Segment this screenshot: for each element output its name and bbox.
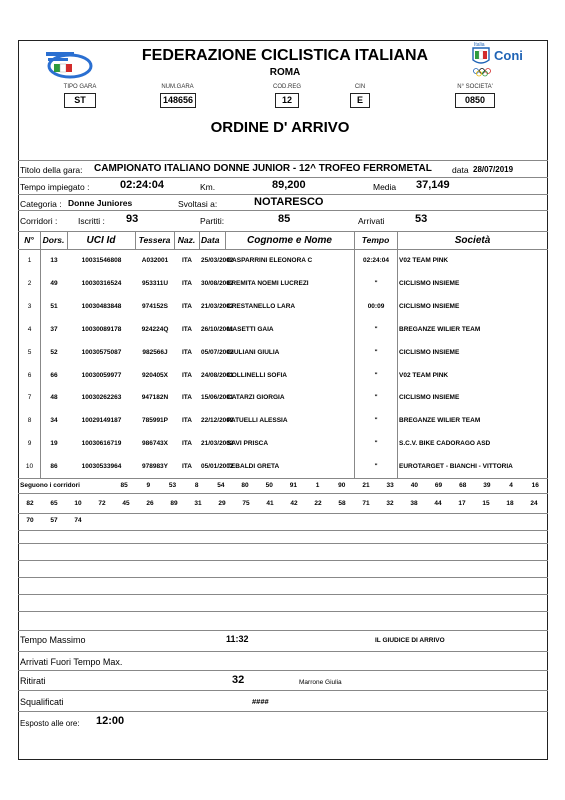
cell-name: PATUELLI ALESSIA [227,417,288,425]
follower-bib: 71 [362,500,370,507]
cell-name: EREMITA NOEMI LUCREZI [227,279,309,287]
col-dors: Dors. [42,235,65,245]
race-avg: 37,149 [416,179,450,191]
cell-tessera: 953311U [141,279,169,287]
max-time: 11:32 [226,634,249,644]
follower-bib: 16 [531,482,539,489]
col-name: Cognome e Nome [246,235,332,246]
follower-bib: 50 [265,482,273,489]
follower-bib: 10 [74,500,82,507]
cell-tessera: 920405X [141,371,169,379]
follower-bib: 80 [241,482,249,489]
cell-team: EUROTARGET - BIANCHI - VITTORIA [399,463,513,471]
race-time: 02:24:04 [120,179,165,191]
race-held: NOTARESCO [254,196,324,208]
follower-bib: 31 [194,500,202,507]
cell-time: " [374,279,378,287]
cell-data: 30/08/2002 [201,279,234,287]
cell-n: 3 [27,302,32,310]
cell-dors: 86 [50,463,58,471]
out-time-label: Arrivati Fuori Tempo Max. [20,657,123,667]
table-row [18,318,548,341]
table-row [18,386,548,409]
follower-bib: 58 [338,500,346,507]
cell-n: 8 [27,417,32,425]
cell-name: CRESTANELLO LARA [227,302,296,310]
cell-uci: 10030059977 [81,371,122,379]
follower-bib: 22 [314,500,322,507]
follower-bib: 15 [482,500,490,507]
race-started: 85 [278,213,291,225]
follower-bib: 38 [410,500,418,507]
field-label-cod-reg: COD.REG [272,84,301,90]
cell-n: 1 [27,257,32,264]
follower-bib: 40 [410,482,418,489]
cell-name: CATARZI GIORGIA [227,394,285,402]
race-enrolled: 93 [126,213,139,225]
cell-team: V02 TEAM PINK [399,257,449,264]
follower-bib: 29 [218,500,226,507]
follower-bib: 54 [217,482,225,489]
cell-uci: 10030533964 [81,463,122,471]
follower-bib: 26 [146,500,154,507]
follower-bib: 44 [434,500,442,507]
judge-name: Marrone Giulia [299,679,342,686]
cell-tessera: 924224Q [141,325,169,333]
follower-bib: 8 [194,482,199,489]
follower-bib: 4 [509,482,513,489]
follower-bib: 82 [26,500,34,507]
cell-naz: ITA [182,394,192,402]
cell-dors: 66 [50,371,58,379]
follower-bib: 91 [289,482,298,489]
posted-time: 12:00 [96,715,125,727]
followers-line-2 [18,500,546,507]
field-num-gara: 148656 [160,93,196,108]
follower-bib: 18 [506,500,514,507]
cell-tessera: 785991P [141,417,169,425]
cell-n: 4 [27,325,32,333]
follower-bib: 69 [434,482,443,489]
follower-bib: 1 [315,482,320,489]
cell-tessera: 974152S [141,302,169,310]
follower-bib: 39 [483,482,491,489]
cell-tessera: 947182N [141,394,169,402]
col-tessera: Tessera [138,235,171,245]
judge-label: IL GIUDICE DI ARRIVO [375,637,445,644]
col-uci: UCI Id [86,235,116,246]
disqualified: #### [252,697,269,706]
cell-data: 05/01/2002 [201,463,234,471]
cell-tessera: 986743X [141,440,169,448]
col-time: Tempo [361,235,390,245]
follower-bib: 72 [98,500,106,507]
field-societa: 0850 [455,93,495,108]
cell-uci: 10030616719 [81,440,122,448]
cell-naz: ITA [182,440,192,448]
arrived-label: Arrivati [358,216,385,226]
coni-text: Coni [494,48,523,63]
field-label-cin: CIN [354,84,366,90]
cell-name: SAVI PRISCA [227,440,269,448]
cell-uci: 10031546808 [81,257,122,264]
race-title: CAMPIONATO ITALIANO DONNE JUNIOR - 12^ TROFEO FERROMETAL [94,163,432,174]
follower-bib: 32 [386,500,394,507]
cell-team: BREGANZE WILIER TEAM [399,417,481,425]
field-cod-reg: 12 [275,93,299,108]
cell-time: 00:09 [367,302,385,310]
table-row [18,341,548,364]
enrolled-label: Iscritti : [78,216,105,226]
cell-data: 25/03/2002 [201,257,234,264]
cell-team: CICLISMO INSIEME [399,348,460,356]
cell-time: " [374,371,378,379]
followers-block [18,478,548,534]
field-label-societa: N° SOCIETA' [457,84,493,90]
col-data: Data [201,235,220,245]
cell-n: 7 [27,394,32,402]
field-label-tipo-gara: TIPO GARA [63,84,97,90]
follower-bib: 41 [266,500,274,507]
cell-dors: 13 [50,257,58,264]
cell-naz: ITA [182,371,192,379]
cell-time: " [374,463,378,471]
follower-bib: 42 [290,500,298,507]
riders-label: Corridori : [20,216,58,226]
cell-naz: ITA [182,279,192,287]
withdrawn-label: Ritirati [20,676,46,686]
cell-time: " [374,440,378,448]
follower-bib: 68 [459,482,467,489]
disqualified-label: Squalificati [20,697,64,707]
cell-name: TEBALDI GRETA [227,463,280,471]
withdrawn: 32 [232,674,245,686]
race-arrived: 53 [415,213,428,225]
footer [18,624,548,760]
cell-uci: 10029149187 [81,417,122,425]
document-title: ORDINE D' ARRIVO [210,119,350,136]
follower-bib: 53 [168,482,177,489]
max-time-label: Tempo Massimo [20,635,86,645]
blank-rows [18,534,548,624]
cell-dors: 51 [50,302,58,310]
cell-data: 21/03/2002 [201,302,234,310]
follower-bib: 57 [50,517,58,524]
follower-bib: 9 [146,482,151,489]
follower-bib: 85 [120,482,128,489]
cell-data: 24/08/2001 [201,371,234,379]
table-row [18,272,548,295]
coni-small-text: Italia [474,42,485,48]
follower-bib: 33 [386,482,394,489]
cell-uci: 10030316524 [81,279,122,287]
table-row [18,249,548,272]
table-row [18,295,548,318]
followers-line-3 [18,517,90,524]
cell-team: S.C.V. BIKE CADORAGO ASD [399,440,491,448]
category-label: Categoria : [20,199,62,209]
cell-team: V02 TEAM PINK [399,371,449,379]
cell-time: " [374,348,378,356]
cell-name: MASETTI GAIA [227,325,274,333]
follower-bib: 89 [170,500,178,507]
cell-n: 10 [25,463,34,471]
follower-bib: 90 [338,482,346,489]
follower-bib: 24 [530,500,538,507]
col-team: Società [454,235,491,246]
cell-team: CICLISMO INSIEME [399,394,460,402]
table-row [18,409,548,432]
cell-data: 26/10/2001 [201,325,234,333]
follower-bib: 21 [362,482,370,489]
race-info [18,160,548,232]
cell-naz: ITA [182,325,192,333]
cell-uci: 10030262263 [81,394,122,402]
cell-data: 05/07/2002 [201,348,234,356]
cell-dors: 49 [50,279,58,287]
cell-team: BREGANZE WILIER TEAM [399,325,481,333]
table-row [18,364,548,387]
results-table [18,232,548,478]
cell-dors: 19 [50,440,58,448]
cell-n: 2 [27,279,32,287]
cell-dors: 37 [50,325,58,333]
cell-time: " [374,417,378,425]
cell-dors: 34 [50,417,58,425]
city: ROMA [269,67,301,78]
field-tipo-gara: ST [64,93,96,108]
cell-data: 15/06/2001 [201,394,234,402]
avg-label: Media [373,182,397,192]
follower-bib: 70 [26,517,34,524]
table-row [18,455,548,478]
cell-name: COLLINELLI SOFIA [227,371,287,379]
cell-n: 6 [27,371,32,379]
started-label: Partiti: [200,216,225,226]
cell-team: CICLISMO INSIEME [399,279,460,287]
cell-tessera: 978983Y [141,463,169,471]
field-cin: E [350,93,370,108]
cell-name: GASPARRINI ELEONORA C [227,257,313,264]
cell-naz: ITA [182,257,192,264]
table-row [18,432,548,455]
cell-name: GIULIANI GIULIA [227,348,280,356]
cell-data: 21/03/2002 [201,440,234,448]
follower-bib: 17 [458,500,466,507]
cell-naz: ITA [182,302,192,310]
col-naz: Naz. [177,235,196,245]
followers-label: Seguono i corridori [20,482,80,489]
follower-bib: 45 [122,500,130,507]
race-category: Donne Juniores [68,198,133,208]
cell-tessera: 982566J [142,348,168,356]
follower-bib: 74 [74,517,82,524]
cell-naz: ITA [182,348,192,356]
cell-dors: 52 [50,348,58,356]
cell-time: " [374,325,378,333]
posted-label: Esposto alle ore: [20,719,80,728]
col-n: N° [24,235,34,245]
cell-uci: 10030575087 [81,348,122,356]
cell-n: 5 [27,348,32,356]
follower-bib: 75 [242,500,250,507]
field-label-num-gara: NUM.GARA [161,84,194,90]
cell-time: " [374,394,378,402]
follower-bib: 65 [50,500,58,507]
cell-time: 02:24:04 [362,257,390,264]
cell-dors: 48 [50,394,58,402]
race-date-label: data [452,165,469,175]
cell-team: CICLISMO INSIEME [399,302,460,310]
cell-tessera: A032001 [141,257,169,264]
cell-n: 9 [27,440,32,448]
followers-line-1 [112,482,547,489]
race-km: 89,200 [272,179,306,191]
race-title-label: Titolo della gara: [20,165,83,175]
km-label: Km. [200,182,216,192]
time-label: Tempo impiegato : [20,182,90,192]
cell-naz: ITA [182,417,192,425]
race-date: 28/07/2019 [473,165,514,174]
cell-naz: ITA [182,463,192,471]
cell-data: 22/12/2002 [201,417,234,425]
held-label: Svoltasi a: [178,199,218,209]
cell-uci: 10030089178 [81,325,122,333]
federation-title: FEDERAZIONE CICLISTICA ITALIANA [141,47,429,64]
cell-uci: 10030483848 [81,302,122,310]
